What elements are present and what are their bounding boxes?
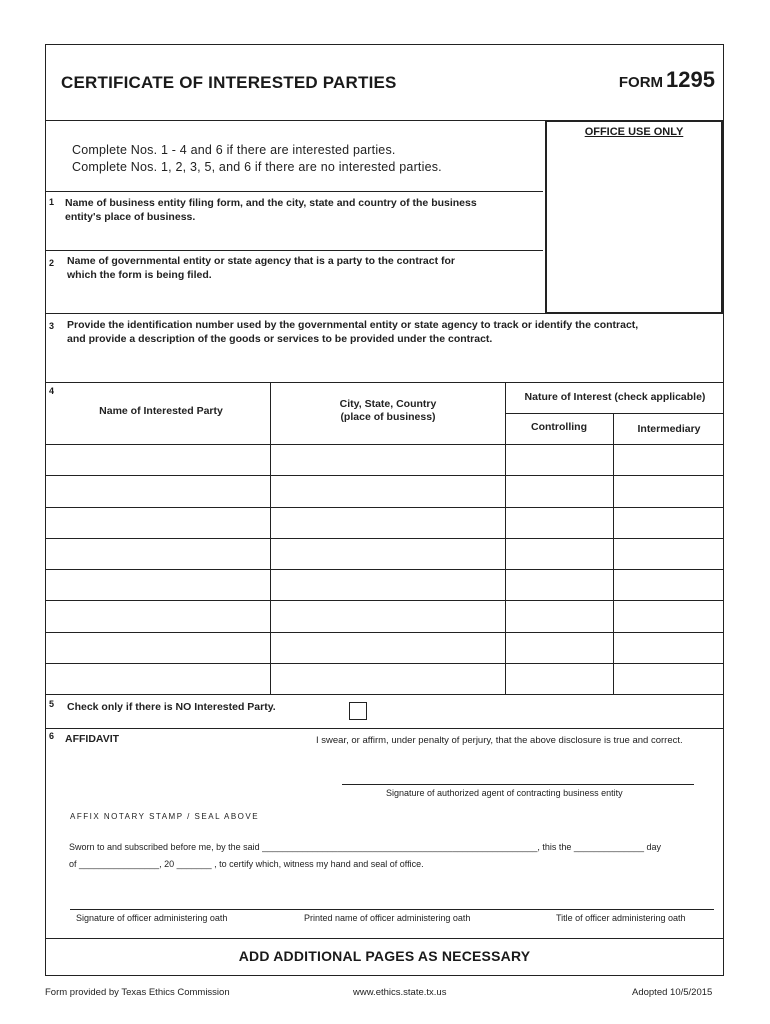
sworn-statement-line-1: Sworn to and subscribed before me, by the said _______________________________________________________, this the ______________ day bbox=[69, 842, 662, 852]
controlling-cell[interactable] bbox=[507, 509, 611, 536]
intermediary-cell[interactable] bbox=[615, 477, 723, 504]
officer-signature-caption: Signature of officer administering oath bbox=[76, 913, 228, 923]
divider-footer bbox=[46, 938, 723, 939]
form-number bbox=[619, 67, 715, 93]
controlling-cell[interactable] bbox=[507, 540, 611, 567]
section-2-number: 2 bbox=[49, 258, 55, 268]
divider-section-1 bbox=[46, 191, 543, 192]
party-name-cell[interactable] bbox=[48, 665, 268, 692]
officer-name-caption: Printed name of officer administering oath bbox=[304, 913, 471, 923]
section-1-input[interactable] bbox=[65, 227, 535, 247]
column-header-name: Name of Interested Party bbox=[99, 405, 223, 417]
table-row-divider bbox=[46, 632, 723, 633]
officer-title-caption: Title of officer administering oath bbox=[556, 913, 686, 923]
section-2-input[interactable] bbox=[67, 285, 537, 307]
controlling-cell[interactable] bbox=[507, 602, 611, 629]
table-row-divider bbox=[46, 444, 723, 445]
intermediary-cell[interactable] bbox=[615, 602, 723, 629]
party-name-cell[interactable] bbox=[48, 571, 268, 598]
party-city-cell[interactable] bbox=[272, 540, 503, 567]
party-name-cell[interactable] bbox=[48, 509, 268, 536]
office-use-title: OFFICE USE ONLY bbox=[584, 126, 684, 138]
section-6-number: 6 bbox=[49, 731, 55, 741]
section-2-label: Name of governmental entity or state agency that is a party to the contract for which the form is being filed. bbox=[67, 255, 456, 281]
section-5-number: 5 bbox=[49, 699, 55, 709]
party-name-cell[interactable] bbox=[48, 602, 268, 629]
sworn-statement-line-2: of ________________, 20 _______ , to certify which, witness my hand and seal of office. bbox=[69, 859, 424, 869]
form-label: FORM bbox=[618, 74, 664, 91]
divider-section-4 bbox=[46, 382, 723, 383]
table-column-divider bbox=[613, 413, 614, 694]
affidavit-statement: I swear, or affirm, under penalty of perjury, that the above disclosure is true and correct. bbox=[316, 735, 683, 746]
table-row-divider bbox=[46, 475, 723, 476]
instructions bbox=[72, 142, 442, 176]
party-city-cell[interactable] bbox=[272, 602, 503, 629]
table-subheader-divider bbox=[505, 413, 723, 414]
section-3-input[interactable] bbox=[67, 349, 717, 379]
party-name-cell[interactable] bbox=[48, 477, 268, 504]
officer-signature-line[interactable] bbox=[70, 909, 714, 910]
form-number-value: 1295 bbox=[666, 67, 715, 92]
table-row-divider bbox=[46, 569, 723, 570]
table-row-divider bbox=[46, 663, 723, 664]
divider-section-2 bbox=[46, 250, 543, 251]
controlling-cell[interactable] bbox=[507, 634, 611, 661]
party-city-cell[interactable] bbox=[272, 634, 503, 661]
party-city-cell[interactable] bbox=[272, 665, 503, 692]
section-3-label: Provide the identification number used by the governmental entity or state agency to track or identify the contract, and provide a description of the goods or services to be provided under the contract. bbox=[67, 319, 639, 345]
controlling-cell[interactable] bbox=[507, 477, 611, 504]
footer-provider: Form provided by Texas Ethics Commission bbox=[45, 987, 230, 998]
table-row-divider bbox=[46, 507, 723, 508]
office-use-box bbox=[545, 120, 723, 314]
no-interested-party-checkbox[interactable] bbox=[349, 702, 367, 720]
party-city-cell[interactable] bbox=[272, 509, 503, 536]
intermediary-cell[interactable] bbox=[615, 665, 723, 692]
footer-website: www.ethics.state.tx.us bbox=[353, 987, 447, 998]
instruction-line: Complete Nos. 1, 2, 3, 5, and 6 if there are no interested parties. bbox=[72, 160, 442, 174]
party-city-cell[interactable] bbox=[272, 571, 503, 598]
divider-section-3 bbox=[46, 313, 723, 314]
party-name-cell[interactable] bbox=[48, 634, 268, 661]
form-title: CERTIFICATE OF INTERESTED PARTIES bbox=[61, 73, 397, 92]
controlling-cell[interactable] bbox=[507, 665, 611, 692]
table-row-divider bbox=[46, 538, 723, 539]
affidavit-label: AFFIDAVIT bbox=[65, 733, 120, 745]
section-4-number: 4 bbox=[49, 386, 55, 396]
section-5-label: Check only if there is NO Interested Party. bbox=[67, 701, 276, 713]
notary-seal-instruction: AFFIX NOTARY STAMP / SEAL ABOVE bbox=[70, 812, 260, 821]
party-city-cell[interactable] bbox=[272, 446, 503, 473]
divider-section-6 bbox=[46, 728, 723, 729]
section-1-number: 1 bbox=[49, 197, 55, 207]
agent-signature-caption: Signature of authorized agent of contracting business entity bbox=[386, 788, 623, 798]
certificate-form bbox=[45, 44, 724, 976]
table-row-divider bbox=[46, 600, 723, 601]
section-1-label: Name of business entity filing form, and the city, state and country of the business entity's place of business. bbox=[65, 197, 477, 223]
party-name-cell[interactable] bbox=[48, 540, 268, 567]
column-header-city: City, State, Country (place of business) bbox=[339, 398, 437, 423]
controlling-cell[interactable] bbox=[507, 571, 611, 598]
instruction-line: Complete Nos. 1 - 4 and 6 if there are interested parties. bbox=[72, 143, 396, 157]
intermediary-cell[interactable] bbox=[615, 509, 723, 536]
party-name-cell[interactable] bbox=[48, 446, 268, 473]
column-header-controlling: Controlling bbox=[531, 421, 587, 433]
column-header-intermediary: Intermediary bbox=[637, 423, 701, 435]
intermediary-cell[interactable] bbox=[615, 634, 723, 661]
agent-signature-line[interactable] bbox=[342, 784, 694, 785]
footer-adopted-date: Adopted 10/5/2015 bbox=[632, 987, 713, 998]
divider-section-5 bbox=[46, 694, 723, 695]
section-3-number: 3 bbox=[49, 321, 55, 331]
controlling-cell[interactable] bbox=[507, 446, 611, 473]
column-header-nature: Nature of Interest (check applicable) bbox=[524, 391, 706, 403]
intermediary-cell[interactable] bbox=[615, 446, 723, 473]
party-city-cell[interactable] bbox=[272, 477, 503, 504]
add-pages-notice: ADD ADDITIONAL PAGES AS NECESSARY bbox=[238, 948, 531, 964]
intermediary-cell[interactable] bbox=[615, 571, 723, 598]
intermediary-cell[interactable] bbox=[615, 540, 723, 567]
